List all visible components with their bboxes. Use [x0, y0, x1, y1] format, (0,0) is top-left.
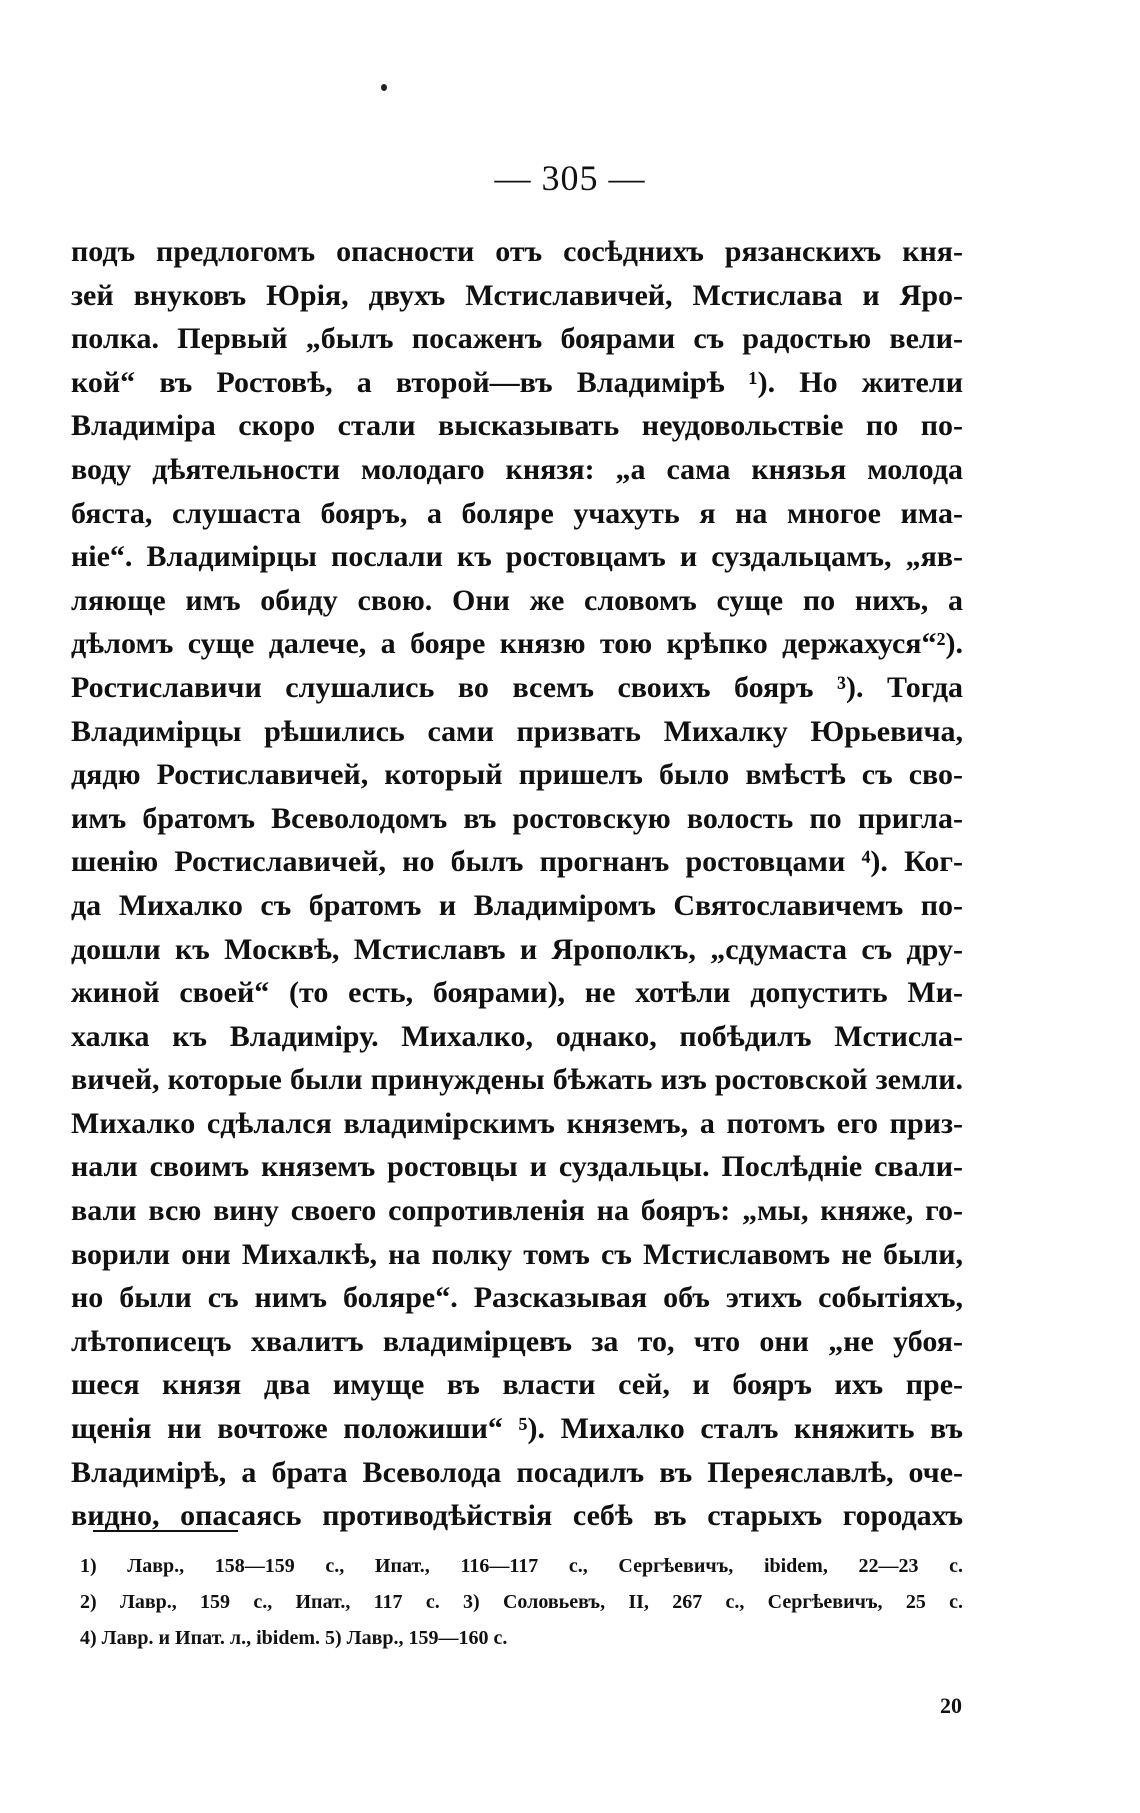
text-line: Владимірцы рѣшились сами призвать Михалку Юрьевича, — [71, 714, 963, 748]
text-line: бяста, слушаста бояръ, а боляре учахуть я на многое има- — [71, 496, 963, 530]
text-line: да Михалко съ братомъ и Владиміромъ Святославичемъ по- — [71, 888, 963, 922]
footnote-line: 2) Лавр., 159 с., Ипат., 117 с. 3) Соловьевъ, II, 267 с., Сергѣевичъ, 25 с. — [80, 1591, 963, 1613]
text-line: шенію Ростиславичей, но былъ прогнанъ ростовцами ⁴). Ког- — [71, 845, 963, 879]
signature-mark: 20 — [940, 1693, 962, 1718]
footnote-divider — [93, 1530, 238, 1532]
text-line: Владимірѣ, а брата Всеволода посадилъ въ Переяславлѣ, оче- — [71, 1455, 963, 1489]
text-line: халка къ Владиміру. Михалко, однако, побѣдилъ Мстисла- — [71, 1019, 963, 1053]
print-speck — [381, 84, 387, 91]
text-line: Владиміра скоро стали высказывать неудовольствіе по по- — [71, 409, 963, 443]
text-line: жиной своей“ (то есть, боярами), не хотѣли допустить Ми- — [71, 976, 963, 1010]
text-line: Михалко сдѣлался владимірскимъ княземъ, а потомъ его приз- — [71, 1106, 963, 1140]
text-line: дошли къ Москвѣ, Мстиславъ и Ярополкъ, „сдумаста съ дру- — [71, 932, 963, 966]
text-line: полка. Первый „былъ посаженъ боярами съ радостью вели- — [71, 322, 963, 356]
page-number: — 305 — — [494, 158, 646, 198]
text-line: дядю Ростиславичей, который пришелъ было вмѣстѣ съ сво- — [71, 758, 963, 792]
text-line: зей внуковъ Юрія, двухъ Мстиславичей, Мстислава и Яро- — [71, 278, 963, 312]
text-line: щенія ни вочтоже положиши“ ⁵). Михалко сталъ княжить въ — [71, 1412, 963, 1446]
text-line: дѣломъ суще далече, а бояре князю тою крѣпко держахуся“²). — [71, 627, 963, 661]
text-line: но были съ нимъ боляре“. Разсказывая объ этихъ событіяхъ, — [71, 1281, 963, 1315]
body-text — [71, 230, 963, 1538]
text-line: вали всю вину своего сопротивленія на бояръ: „мы, княже, го- — [71, 1194, 963, 1228]
text-line: лѣтописецъ хвалитъ владимірцевъ за то, что они „не убоя- — [71, 1324, 963, 1358]
text-line: ворили они Михалкѣ, на полку томъ съ Мстиславомъ не были, — [71, 1237, 963, 1271]
text-line: ляюще имъ обиду свою. Они же словомъ суще по нихъ, а — [71, 583, 963, 617]
text-line: имъ братомъ Всеволодомъ въ ростовскую волость по пригла- — [71, 801, 963, 835]
text-line: ніе“. Владимірцы послали къ ростовцамъ и суздальцамъ, „яв- — [71, 540, 963, 574]
text-line: видно, опасаясь противодѣйствія себѣ въ старыхъ городахъ — [71, 1499, 963, 1533]
text-line: подъ предлогомъ опасности отъ сосѣднихъ рязанскихъ кня- — [71, 235, 963, 268]
text-line: воду дѣятельности молодаго князя: „а сама князья молода — [71, 452, 963, 486]
text-line: нали своимъ княземъ ростовцы и суздальцы. Послѣдніе свали- — [71, 1150, 963, 1184]
text-line: кой“ въ Ростовѣ, а второй—въ Владимірѣ ¹). Но жители — [71, 365, 963, 399]
footnote-line: 4) Лавр. и Ипат. л., ibidem. 5) Лавр., 159—160 с. — [80, 1627, 508, 1649]
text-line: Ростиславичи слушались во всемъ своихъ бояръ ³). Тогда — [71, 670, 963, 704]
footnotes — [80, 1548, 963, 1656]
text-line: шеся князя два имуще въ власти сей, и бояръ ихъ пре- — [71, 1368, 963, 1402]
text-line: вичей, которые были принуждены бѣжать изъ ростовской земли. — [71, 1063, 963, 1097]
footnote-line: 1) Лавр., 158—159 с., Ипат., 116—117 с., Сергѣевичъ, ibidem, 22—23 с. — [80, 1555, 963, 1577]
